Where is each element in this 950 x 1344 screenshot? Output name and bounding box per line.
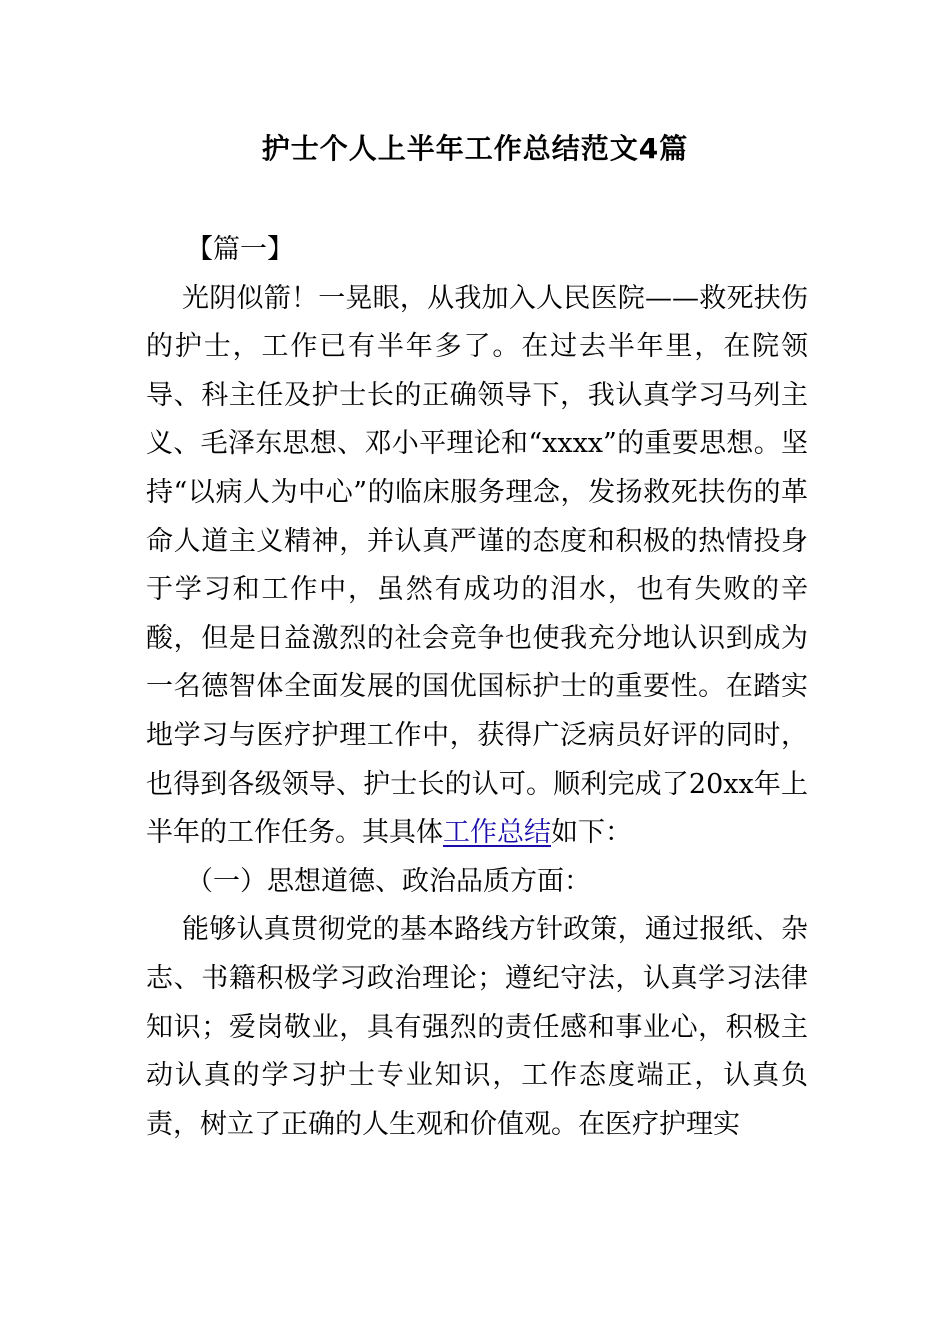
paragraph-intro bbox=[146, 275, 808, 858]
subheading-ideology: （一）思想道德、政治品质方面： bbox=[186, 865, 591, 897]
work-summary-link[interactable]: 工作总结 bbox=[443, 817, 551, 849]
document-title: 护士个人上半年工作总结范文4篇 bbox=[261, 132, 689, 165]
document-body bbox=[146, 226, 808, 1149]
section-label: 【篇一】 bbox=[186, 234, 294, 265]
paragraph-intro-text: 光阴似箭！一晃眼，从我加入人民医院——救死扶伤的护士，工作已有半年多了。在过去半年里，在院领导、科主任及护士长的正确领导下，我认真学习马列主义、毛泽东思想、邓小平理论和“xxxx”的重要思想。坚持“以病人为中心”的临床服务理念，发扬救死扶伤的革命人道主义精神，并认真严谨的态度和积极的热情投身于学习和工作中，虽然有成功的泪水，也有失败的辛酸，但是日益激烈的社会竞争也使我充分地认识到成为一名德智体全面发展的国优国标护士的重要性。在踏实地学习与医疗护理工作中，获得广泛病员好评的同时，也得到各级领导、护士长的认可。顺利完成了20xx年上半年的工作任务。其具体 bbox=[146, 282, 808, 849]
paragraph-ideology: 能够认真贯彻党的基本路线方针政策，通过报纸、杂志、书籍积极学习政治理论；遵纪守法，认真学习法律知识；爱岗敬业，具有强烈的责任感和事业心，积极主动认真的学习护士专业知识，工作态度端正，认真负责，树立了正确的人生观和价值观。在医疗护理实 bbox=[146, 914, 808, 1140]
paragraph-intro-tail: 如下： bbox=[551, 817, 632, 849]
